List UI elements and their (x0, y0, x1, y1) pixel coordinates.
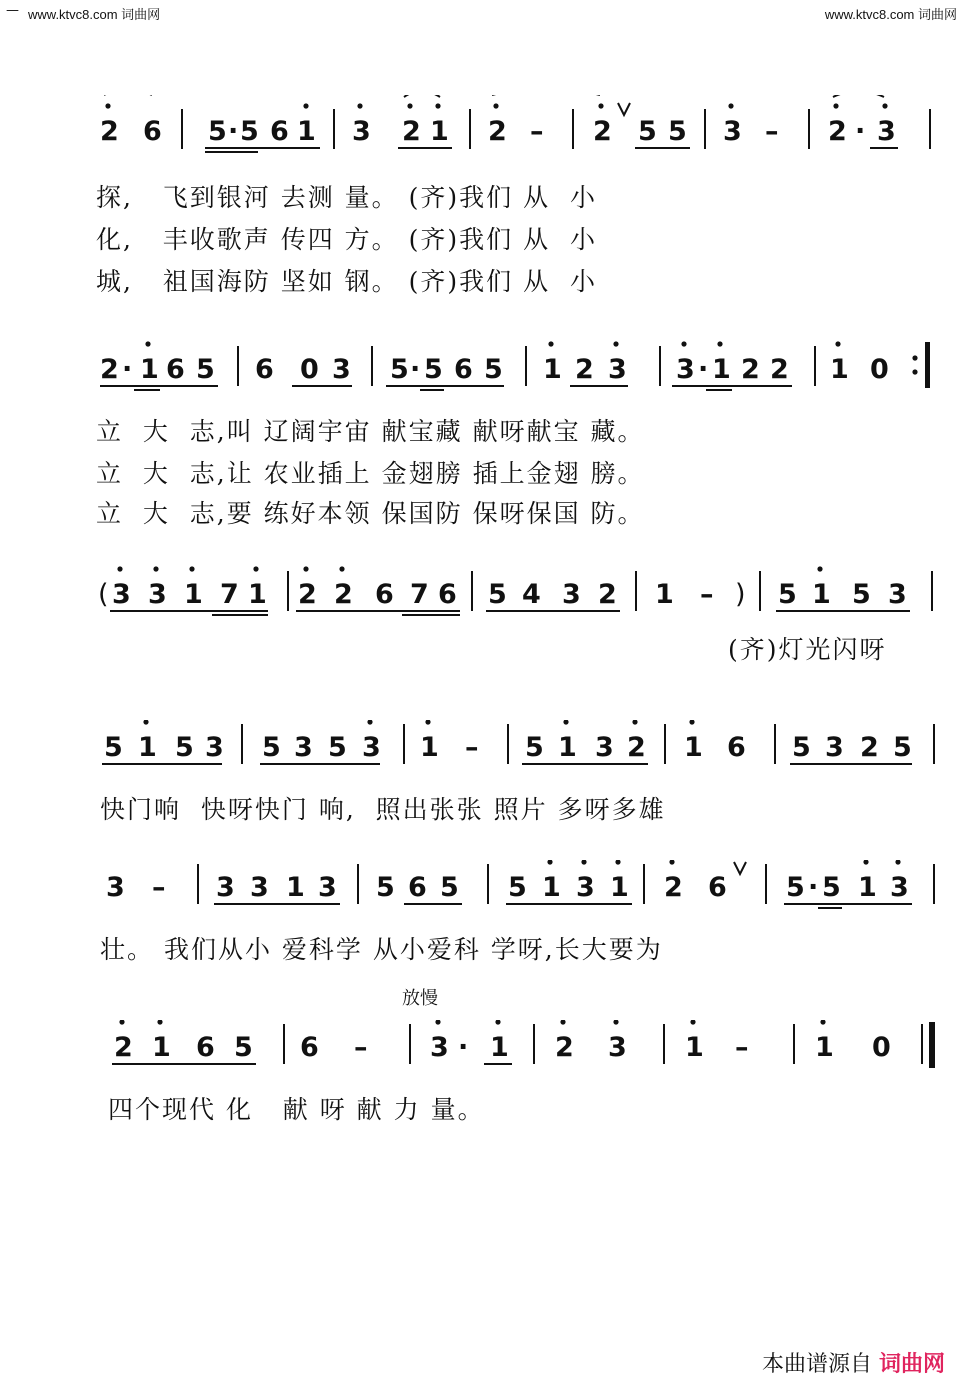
svg-text:5: 5 (376, 872, 395, 903)
tempo-mark: 放慢 (402, 988, 438, 1009)
svg-text:2: 2 (298, 579, 317, 610)
svg-text:3: 3 (352, 116, 371, 147)
svg-text:3: 3 (676, 354, 695, 385)
svg-text:3: 3 (595, 732, 614, 763)
svg-text:1: 1 (830, 354, 849, 385)
svg-text:1: 1 (420, 732, 439, 763)
svg-text:7: 7 (410, 579, 429, 610)
svg-text:6: 6 (143, 116, 162, 147)
svg-text:5: 5 (328, 732, 347, 763)
svg-text:2: 2 (828, 116, 847, 147)
lyric-line-5: 壮。 我们从小 爱科学 从小爱科 学呀,长大要为 (100, 935, 663, 964)
svg-text:3: 3 (318, 872, 337, 903)
svg-text:1: 1 (558, 732, 577, 763)
svg-text:3: 3 (430, 1032, 449, 1063)
svg-text:2: 2 (402, 116, 421, 147)
svg-text:0: 0 (870, 354, 889, 385)
svg-text:1: 1 (184, 579, 203, 610)
svg-text:3: 3 (106, 872, 125, 903)
footer-brand-link[interactable]: 词曲网 (878, 1352, 945, 1377)
svg-text:3: 3 (877, 116, 896, 147)
svg-text:0: 0 (300, 354, 319, 385)
svg-text:·: · (228, 116, 239, 147)
dash-mark: — (6, 3, 19, 18)
svg-text:2: 2 (860, 732, 879, 763)
svg-text:6: 6 (454, 354, 473, 385)
svg-text:5: 5 (508, 872, 527, 903)
svg-text:6: 6 (255, 354, 274, 385)
svg-text:1: 1 (684, 732, 703, 763)
svg-text:2: 2 (114, 1032, 133, 1063)
svg-text:5: 5 (786, 872, 805, 903)
svg-text:5: 5 (175, 732, 194, 763)
svg-text:2: 2 (770, 354, 789, 385)
svg-text:5: 5 (262, 732, 281, 763)
staff-2-svg (0, 338, 963, 418)
svg-text:2: 2 (741, 354, 760, 385)
svg-text:2: 2 (100, 116, 119, 147)
svg-text:6: 6 (270, 116, 289, 147)
svg-text:3: 3 (576, 872, 595, 903)
svg-text:1: 1 (248, 579, 267, 610)
svg-text:5: 5 (822, 872, 841, 903)
svg-text:): ) (735, 579, 746, 610)
svg-text:6: 6 (196, 1032, 215, 1063)
svg-text:5: 5 (208, 116, 227, 147)
svg-text:5: 5 (852, 579, 871, 610)
svg-text:6: 6 (708, 872, 727, 903)
svg-text:5: 5 (893, 732, 912, 763)
svg-text:5: 5 (104, 732, 123, 763)
svg-text:6: 6 (727, 732, 746, 763)
lyric-line-1-verse-2: 化, 丰收歌声 传四 方。 (齐)我们 从 小 (96, 225, 597, 254)
svg-text:–: – (530, 116, 544, 147)
svg-text:1: 1 (542, 872, 561, 903)
svg-text:5: 5 (390, 354, 409, 385)
svg-text:5: 5 (638, 116, 657, 147)
svg-text:–: – (465, 732, 479, 763)
svg-text:1: 1 (138, 732, 157, 763)
svg-text:1: 1 (297, 116, 316, 147)
staff-line-6 (0, 1020, 963, 1100)
svg-text:3: 3 (890, 872, 909, 903)
lyric-line-6: 四个现代 化 献 呀 献 力 量。 (108, 1095, 485, 1124)
svg-text:1: 1 (685, 1032, 704, 1063)
svg-text:5: 5 (484, 354, 503, 385)
svg-text:·: · (855, 116, 866, 147)
lyric-line-1-verse-1: 探, 飞到银河 去测 量。 (齐)我们 从 小 (96, 183, 597, 212)
svg-text:2: 2 (593, 116, 612, 147)
svg-text:5: 5 (424, 354, 443, 385)
svg-text:0: 0 (872, 1032, 891, 1063)
svg-text:1: 1 (712, 354, 731, 385)
svg-text:3: 3 (608, 1032, 627, 1063)
svg-text:–: – (700, 579, 714, 610)
svg-text:1: 1 (543, 354, 562, 385)
svg-text:–: – (765, 116, 779, 147)
staff-line-2 (0, 338, 963, 418)
svg-text:3: 3 (723, 116, 742, 147)
header-right-watermark: www.ktvc8.com 词曲网 (824, 7, 957, 22)
svg-text:5: 5 (240, 116, 259, 147)
svg-text:3: 3 (294, 732, 313, 763)
svg-text:1: 1 (430, 116, 449, 147)
lyric-line-2-verse-2: 立 大 志,让 农业插上 金翅膀 插上金翅 膀。 (96, 459, 645, 488)
svg-text:1: 1 (812, 579, 831, 610)
svg-text:2: 2 (334, 579, 353, 610)
svg-text:·: · (458, 1032, 469, 1063)
lyric-line-3: (齐)灯光闪呀 (728, 635, 887, 664)
svg-text:1: 1 (286, 872, 305, 903)
svg-text:3: 3 (362, 732, 381, 763)
svg-text:6: 6 (408, 872, 427, 903)
svg-text:3: 3 (608, 354, 627, 385)
svg-text:–: – (152, 872, 166, 903)
footer-text: 本曲谱源自 (761, 1352, 872, 1377)
svg-text:6: 6 (300, 1032, 319, 1063)
svg-text:5: 5 (668, 116, 687, 147)
svg-text:5: 5 (234, 1032, 253, 1063)
svg-text:4: 4 (522, 579, 541, 610)
svg-text:5: 5 (440, 872, 459, 903)
svg-text:2: 2 (627, 732, 646, 763)
svg-text:3: 3 (250, 872, 269, 903)
svg-text:3: 3 (216, 872, 235, 903)
svg-text:5: 5 (525, 732, 544, 763)
lyric-line-2-verse-1: 立 大 志,叫 辽阔宇宙 献宝藏 献呀献宝 藏。 (96, 417, 645, 446)
svg-text:(: ( (98, 579, 109, 610)
svg-text:1: 1 (655, 579, 674, 610)
svg-text:1: 1 (152, 1032, 171, 1063)
svg-text:3: 3 (888, 579, 907, 610)
svg-text:·: · (122, 354, 133, 385)
staff-6-svg (0, 1020, 963, 1100)
svg-text:1: 1 (815, 1032, 834, 1063)
staff-1-svg (0, 95, 963, 175)
svg-text:6: 6 (375, 579, 394, 610)
svg-text:–: – (735, 1032, 749, 1063)
svg-text:1: 1 (490, 1032, 509, 1063)
svg-text:3: 3 (825, 732, 844, 763)
svg-text:1: 1 (140, 354, 159, 385)
staff-5-svg (0, 860, 963, 940)
header-left-watermark: www.ktvc8.com 词曲网 (28, 7, 161, 22)
staff-line-5 (0, 860, 963, 940)
svg-text:–: – (354, 1032, 368, 1063)
svg-text:3: 3 (332, 354, 351, 385)
svg-text:5: 5 (196, 354, 215, 385)
lyric-line-1-verse-3: 城, 祖国海防 坚如 钢。 (齐)我们 从 小 (96, 267, 597, 296)
svg-text:2: 2 (575, 354, 594, 385)
svg-text:·: · (808, 872, 819, 903)
svg-text:3: 3 (148, 579, 167, 610)
staff-line-4 (0, 720, 963, 800)
svg-text:·: · (410, 354, 421, 385)
svg-text:6: 6 (166, 354, 185, 385)
lyric-line-2-verse-3: 立 大 志,要 练好本领 保国防 保呀保国 防。 (96, 499, 645, 528)
lyric-line-4: 快门响 快呀快门 响, 照出张张 照片 多呀多雄 (100, 795, 666, 824)
svg-text:1: 1 (858, 872, 877, 903)
staff-line-1 (0, 95, 963, 175)
staff-4-svg (0, 720, 963, 800)
svg-text:3: 3 (112, 579, 131, 610)
svg-text:2: 2 (100, 354, 119, 385)
svg-text:2: 2 (555, 1032, 574, 1063)
svg-text:5: 5 (792, 732, 811, 763)
svg-text:5: 5 (488, 579, 507, 610)
svg-text:2: 2 (664, 872, 683, 903)
svg-text:5: 5 (778, 579, 797, 610)
svg-text:1: 1 (610, 872, 629, 903)
svg-text:·: · (698, 354, 709, 385)
svg-text:3: 3 (205, 732, 224, 763)
svg-text:6: 6 (438, 579, 457, 610)
svg-text:2: 2 (488, 116, 507, 147)
footer-source (762, 1347, 945, 1378)
svg-text:3: 3 (562, 579, 581, 610)
svg-text:2: 2 (598, 579, 617, 610)
svg-text:7: 7 (220, 579, 239, 610)
